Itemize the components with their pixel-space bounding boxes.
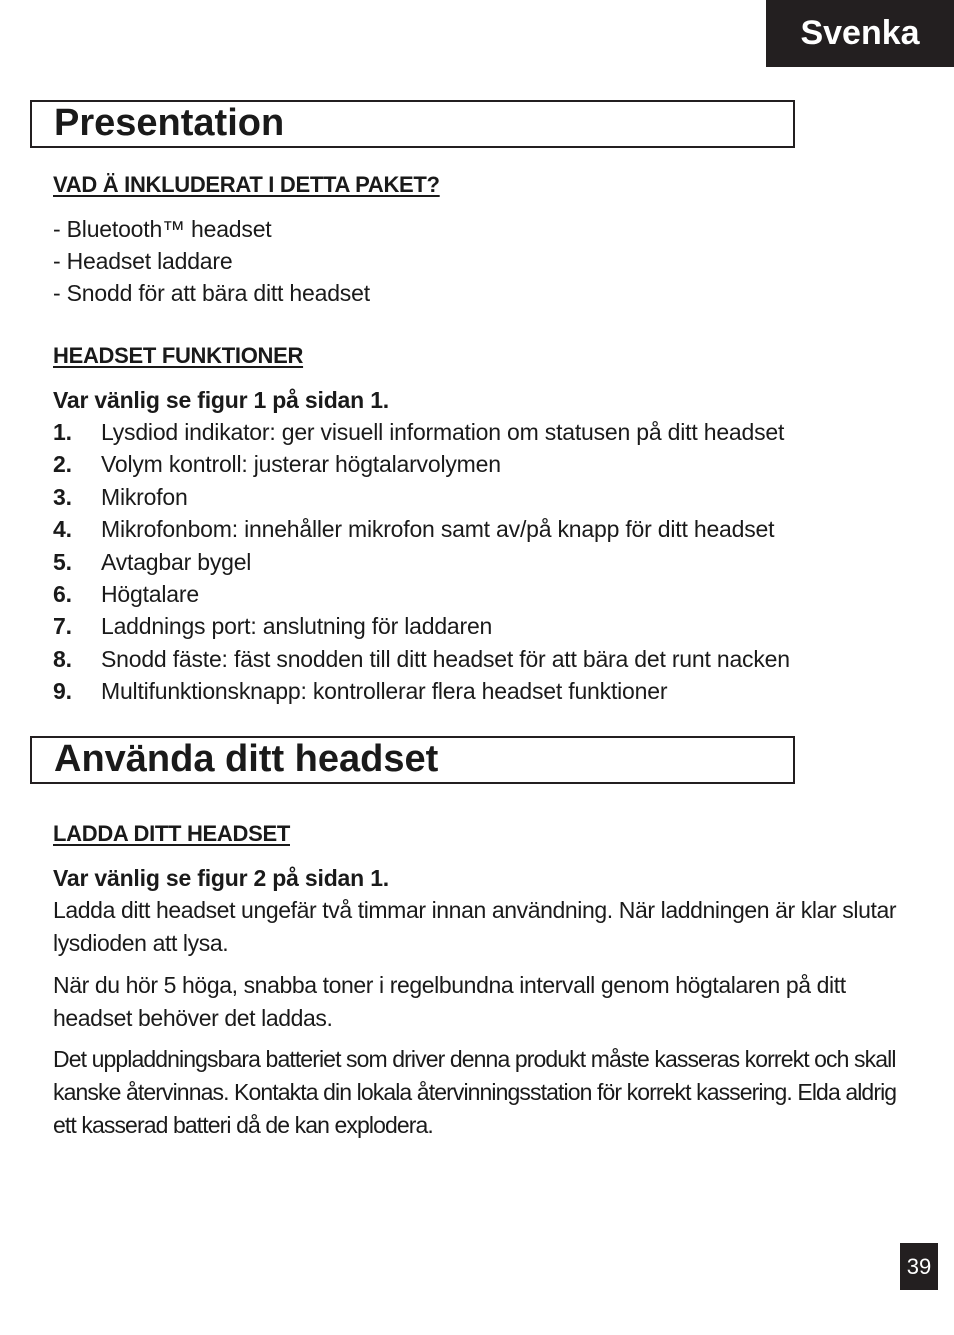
- item-number: 6.: [53, 580, 72, 607]
- item-text: Avtagbar bygel: [101, 548, 252, 575]
- item-text: Multifunktionsknapp: kontrollerar flera headset funktioner: [101, 678, 668, 705]
- item-text: Laddnings port: anslutning för laddaren: [101, 613, 493, 640]
- package-item: - Bluetooth™ headset: [53, 216, 272, 242]
- section-title-presentation: [30, 100, 795, 148]
- list-item: [53, 416, 913, 448]
- section-title-using-headset: [30, 736, 795, 784]
- item-text: Lysdiod indikator: ger visuell information om statusen på ditt headset: [101, 419, 785, 445]
- package-item: - Headset laddare: [53, 248, 233, 274]
- item-number: 9.: [53, 678, 72, 705]
- battery-disposal-paragraph: Det uppladdningsbara batteriet som driver denna produkt måste kasseras korrekt och skall kanske återvinnas. Kontakta din lokala återvinningsstation för korrekt kassering. Elda aldrig ett kasserad batteri då de kan explodera.: [53, 1046, 897, 1138]
- section-title-text: Presentation: [54, 102, 285, 144]
- item-number: 4.: [53, 516, 72, 543]
- functions-figure-reference: Var vänlig se figur 1 på sidan 1.: [53, 387, 389, 413]
- package-heading: VAD Ä INKLUDERAT I DETTA PAKET?: [53, 172, 440, 197]
- list-item: [53, 546, 913, 578]
- item-text: Mikrofon: [101, 483, 188, 510]
- charge-paragraph: Ladda ditt headset ungefär två timmar innan användning. När laddningen är klar slutar lysdioden att lysa.: [53, 897, 897, 956]
- charge-figure-reference: Var vänlig se figur 2 på sidan 1.: [53, 865, 389, 891]
- page-number: 39: [900, 1243, 938, 1290]
- list-item: [53, 643, 913, 675]
- item-number: 1.: [53, 419, 72, 445]
- language-tab: Svenka: [766, 0, 954, 67]
- low-battery-paragraph: När du hör 5 höga, snabba toner i regelbundna intervall genom högtalaren på ditt headset behöver det laddas.: [53, 972, 846, 1031]
- section-title-text: Använda ditt headset: [54, 738, 439, 780]
- functions-heading: HEADSET FUNKTIONER: [53, 343, 304, 368]
- list-item: [53, 610, 913, 642]
- package-item: - Snodd för att bära ditt headset: [53, 280, 370, 306]
- item-number: 8.: [53, 645, 72, 672]
- list-item: [53, 578, 913, 610]
- functions-list: [53, 416, 913, 708]
- item-number: 5.: [53, 548, 72, 575]
- charge-heading: LADDA DITT HEADSET: [53, 821, 290, 846]
- item-number: 7.: [53, 613, 72, 640]
- item-text: Volym kontroll: justerar högtalarvolymen: [101, 451, 501, 478]
- item-number: 2.: [53, 451, 72, 478]
- list-item: [53, 481, 913, 513]
- item-text: Mikrofonbom: innehåller mikrofon samt av/på knapp för ditt headset: [101, 516, 775, 543]
- list-item: [53, 513, 913, 545]
- item-number: 3.: [53, 483, 72, 510]
- item-text: Högtalare: [101, 580, 199, 607]
- item-text: Snodd fäste: fäst snodden till ditt headset för att bära det runt nacken: [101, 645, 790, 672]
- list-item: [53, 448, 913, 480]
- list-item: [53, 675, 913, 707]
